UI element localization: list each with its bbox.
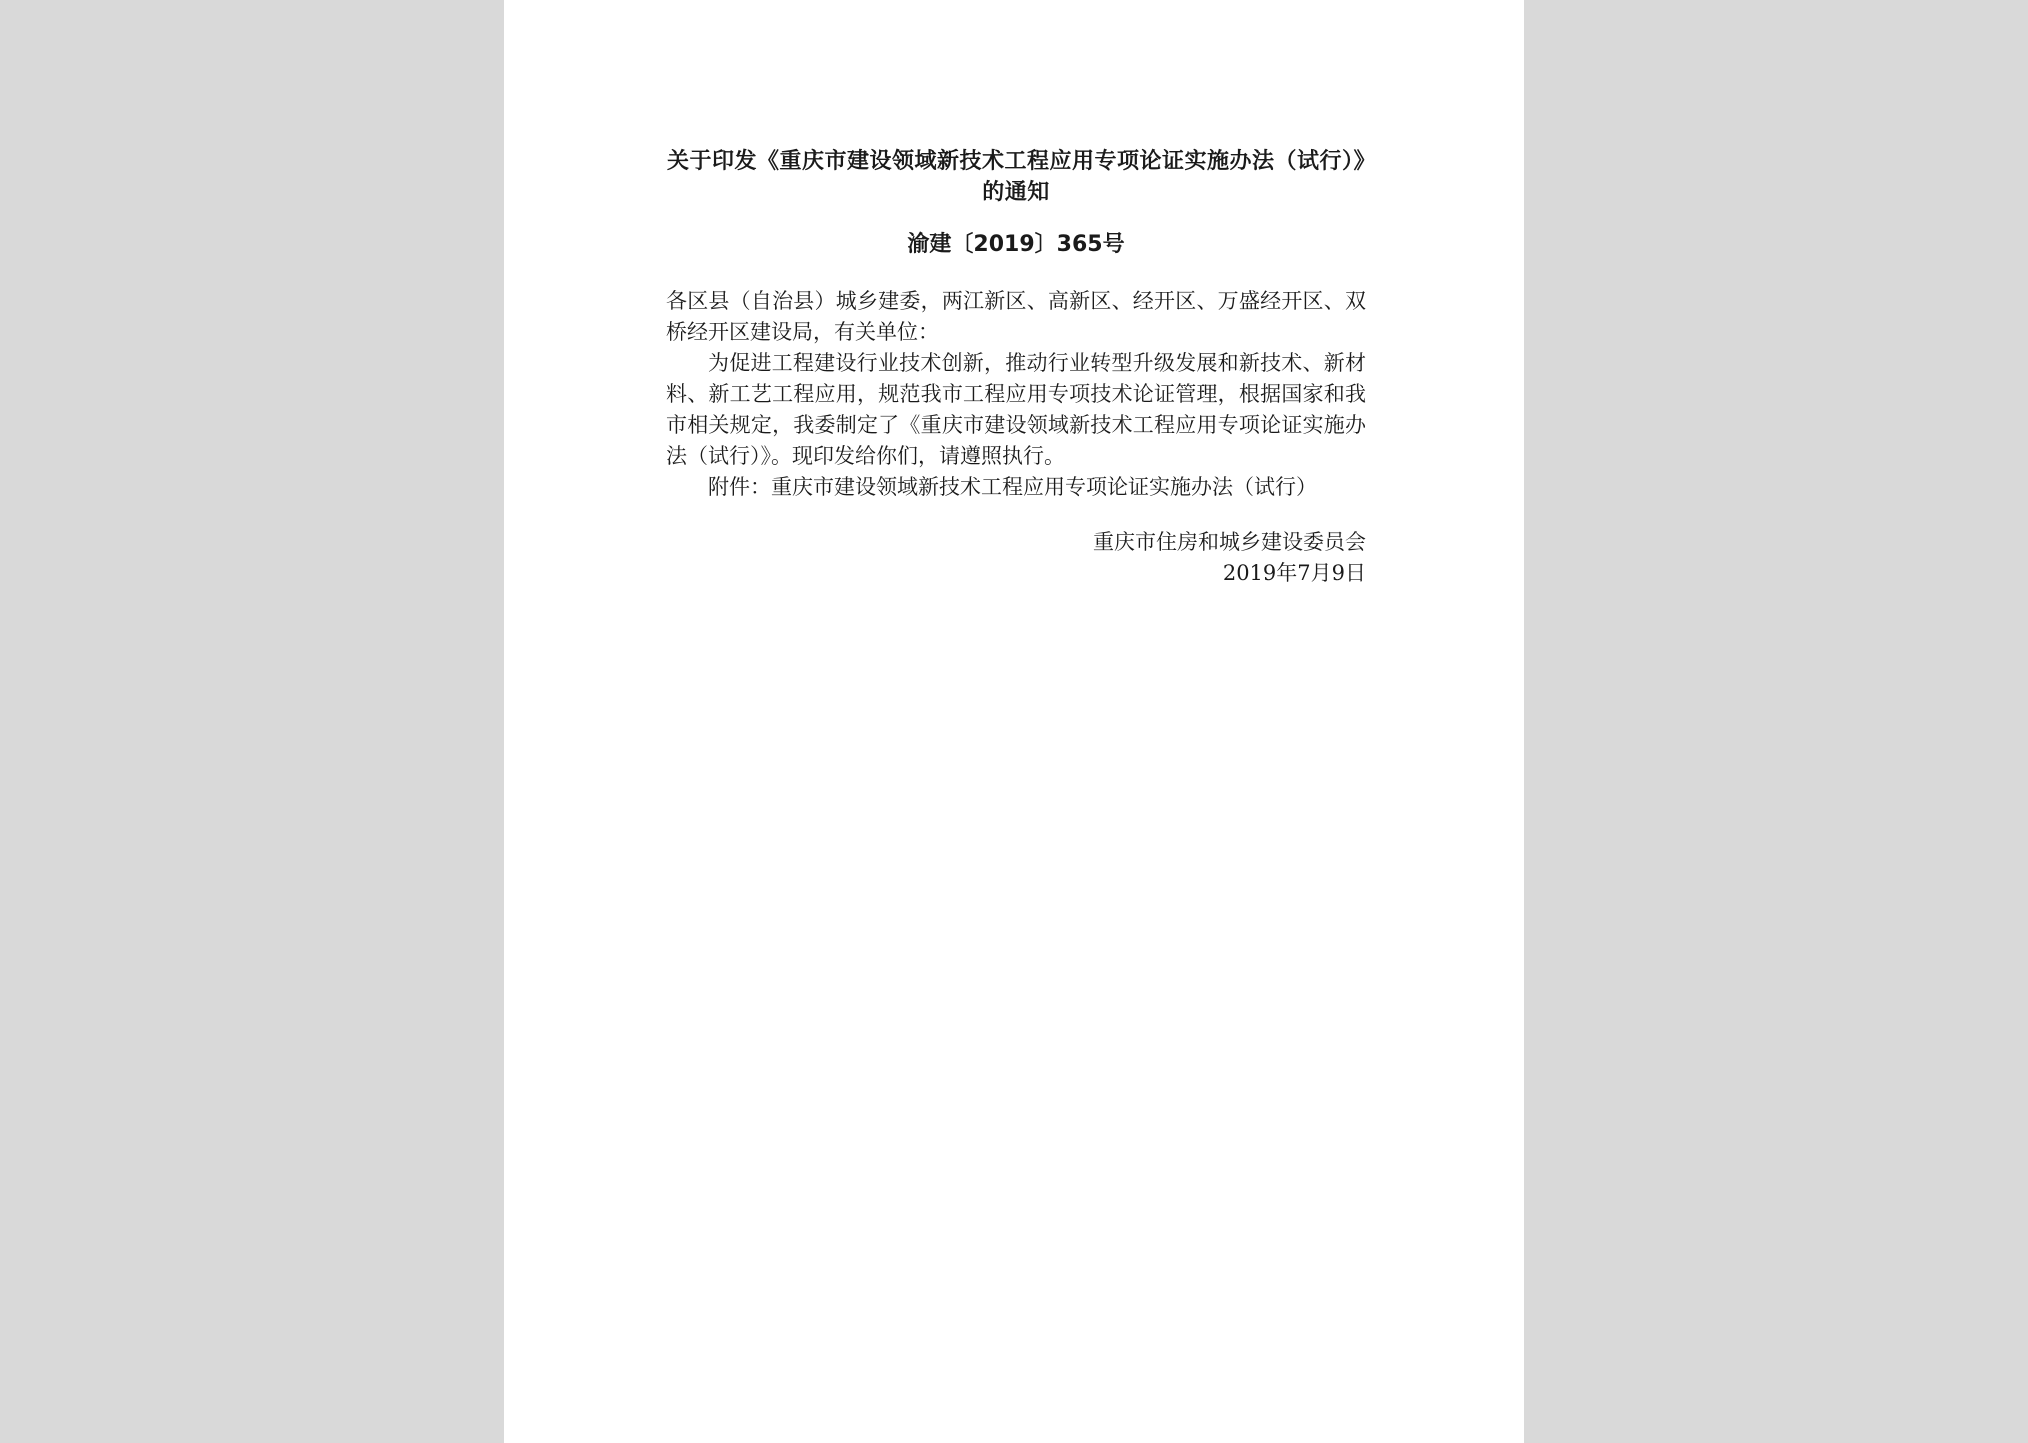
signature-block xyxy=(666,527,1366,589)
issue-date: 2019年7月9日 xyxy=(1222,561,1366,585)
document-title: 关于印发《重庆市建设领域新技术工程应用专项论证实施办法（试行）》的通知 xyxy=(666,149,1365,205)
document-number: 渝建〔2019〕365号 xyxy=(907,232,1125,257)
main-paragraph: 为促进工程建设行业技术创新，推动行业转型升级发展和新技术、新材料、新工艺工程应用，规范我市工程应用专项技术论证管理，根据国家和我市相关规定，我委制定了《重庆市建设领域新技术工程应用专项论证实施办法（试行）》。现印发给你们，请遵照执行。 xyxy=(666,351,1366,468)
attachment-line: 附件：重庆市建设领域新技术工程应用专项论证实施办法（试行） xyxy=(708,475,1317,499)
document-content xyxy=(666,146,1366,589)
salutation: 各区县（自治县）城乡建委，两江新区、高新区、经开区、万盛经开区、双桥经开区建设局，有关单位： xyxy=(666,289,1366,344)
document-body xyxy=(666,286,1366,503)
issuer-name: 重庆市住房和城乡建设委员会 xyxy=(1093,530,1366,554)
document-page xyxy=(504,0,1524,1443)
